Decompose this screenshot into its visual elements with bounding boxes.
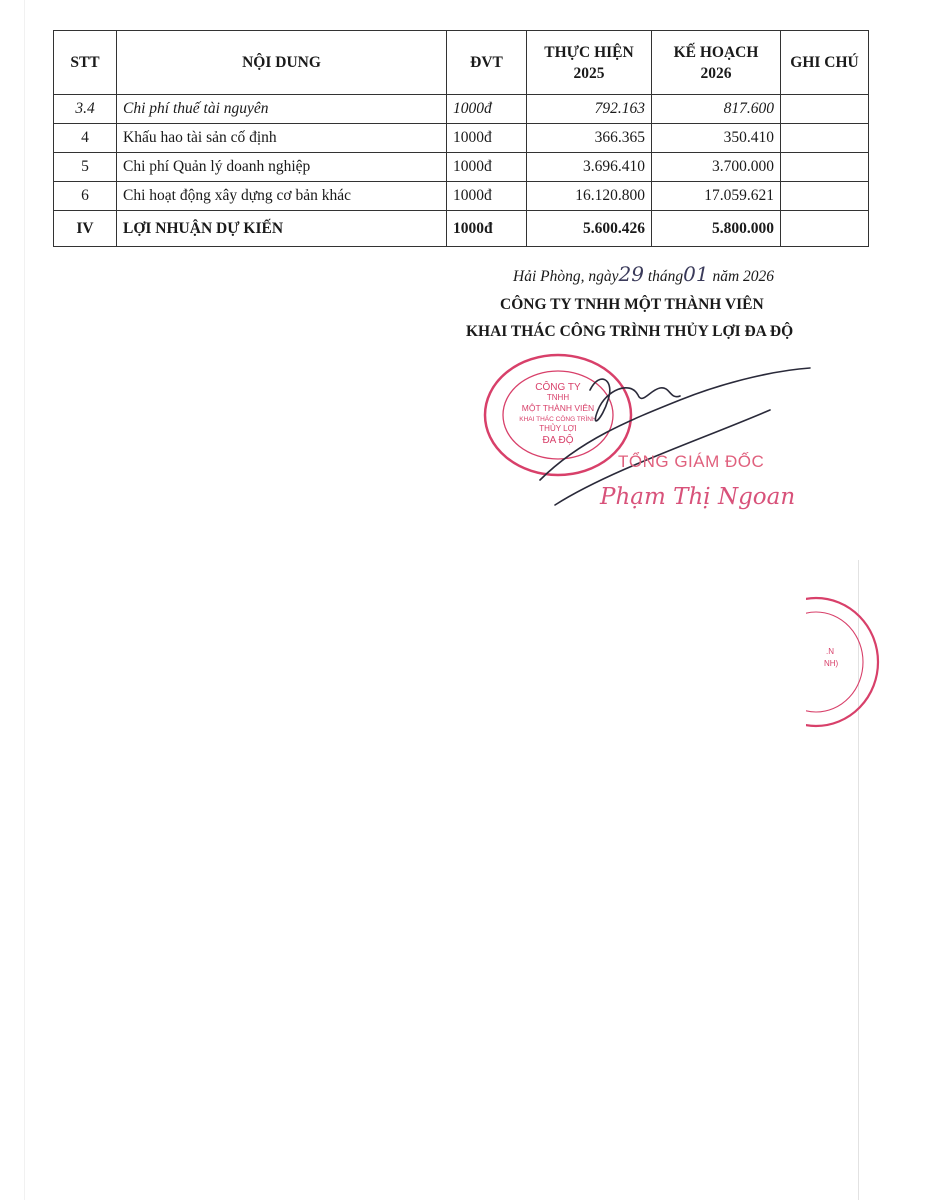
cell-content: Chi phí thuế tài nguyên: [117, 95, 447, 124]
table-row: [54, 95, 869, 124]
header-note: GHI CHÚ: [781, 31, 869, 95]
cell-content: Khấu hao tài sản cố định: [117, 124, 447, 153]
table-row: [54, 182, 869, 211]
cell-plan: 350.410: [652, 124, 781, 153]
stamp-center-line6: ĐA ĐỘ: [542, 435, 574, 446]
header-actual-line1: THỰC HIỆN: [544, 43, 634, 61]
cell-plan: 5.800.000: [652, 211, 781, 247]
header-actual: [527, 31, 652, 95]
cell-unit: 1000đ: [447, 211, 527, 247]
table-header-row: [54, 31, 869, 95]
header-plan-line2: 2026: [700, 64, 732, 82]
cell-stt: IV: [54, 211, 117, 247]
cell-actual: 3.696.410: [527, 153, 652, 182]
page-edge-left: [24, 0, 25, 1200]
date-day-handwritten: 29: [618, 262, 644, 286]
table-row: [54, 124, 869, 153]
cell-unit: 1000đ: [447, 124, 527, 153]
cell-stt: 4: [54, 124, 117, 153]
header-plan: [652, 31, 781, 95]
cell-actual: 16.120.800: [527, 182, 652, 211]
stamp-center-line2: TNHH: [546, 393, 570, 402]
company-name-line1: CÔNG TY TNHH MỘT THÀNH VIÊN: [500, 296, 764, 313]
table-row: [54, 153, 869, 182]
stamp-center-line3: MỘT THÀNH VIÊN: [521, 403, 595, 413]
cell-note: [781, 182, 869, 211]
cell-note: [781, 124, 869, 153]
cell-note: [781, 153, 869, 182]
date-month-label: tháng: [647, 268, 684, 285]
header-stt: STT: [54, 31, 117, 95]
header-actual-line2: 2025: [573, 64, 605, 82]
signing-date: [513, 262, 774, 286]
cell-content: Chi hoạt động xây dựng cơ bản khác: [117, 182, 447, 211]
stamp-center-line4: KHAI THÁC CÔNG TRÌNH: [519, 416, 597, 423]
cell-stt: 6: [54, 182, 117, 211]
director-title: TỔNG GIÁM ĐỐC: [618, 452, 765, 471]
date-place-prefix: Hải Phòng, ngày: [513, 268, 619, 285]
cell-unit: 1000đ: [447, 153, 527, 182]
cell-actual: 366.365: [527, 124, 652, 153]
budget-table: [53, 30, 869, 247]
cell-stt: 5: [54, 153, 117, 182]
cell-plan: 817.600: [652, 95, 781, 124]
cell-plan: 17.059.621: [652, 182, 781, 211]
cell-actual: 5.600.426: [527, 211, 652, 247]
cell-stt: 3.4: [54, 95, 117, 124]
header-plan-line1: KẾ HOẠCH: [673, 43, 759, 61]
cell-plan: 3.700.000: [652, 153, 781, 182]
header-unit: ĐVT: [447, 31, 527, 95]
cell-note: [781, 95, 869, 124]
svg-text:.N: .N: [826, 647, 834, 656]
cell-content: LỢI NHUẬN DỰ KIẾN: [117, 211, 447, 247]
director-name: Phạm Thị Ngoan: [600, 484, 796, 510]
company-name-line2: KHAI THÁC CÔNG TRÌNH THỦY LỢI ĐA ĐỘ: [466, 323, 794, 340]
cell-unit: 1000đ: [447, 182, 527, 211]
stamp-center-line5: THỦY LỢI: [539, 424, 577, 433]
stamp-center-line1: CÔNG TY: [535, 382, 581, 393]
cell-content: Chi phí Quản lý doanh nghiệp: [117, 153, 447, 182]
cell-note: [781, 211, 869, 247]
cell-unit: 1000đ: [447, 95, 527, 124]
cell-actual: 792.163: [527, 95, 652, 124]
partial-seal-stamp: [806, 592, 886, 732]
table-row-total: [54, 211, 869, 247]
svg-text:NH): NH): [824, 659, 839, 668]
date-year: năm 2026: [712, 268, 775, 285]
date-month-handwritten: 01: [683, 262, 709, 286]
header-content: NỘI DUNG: [117, 31, 447, 95]
